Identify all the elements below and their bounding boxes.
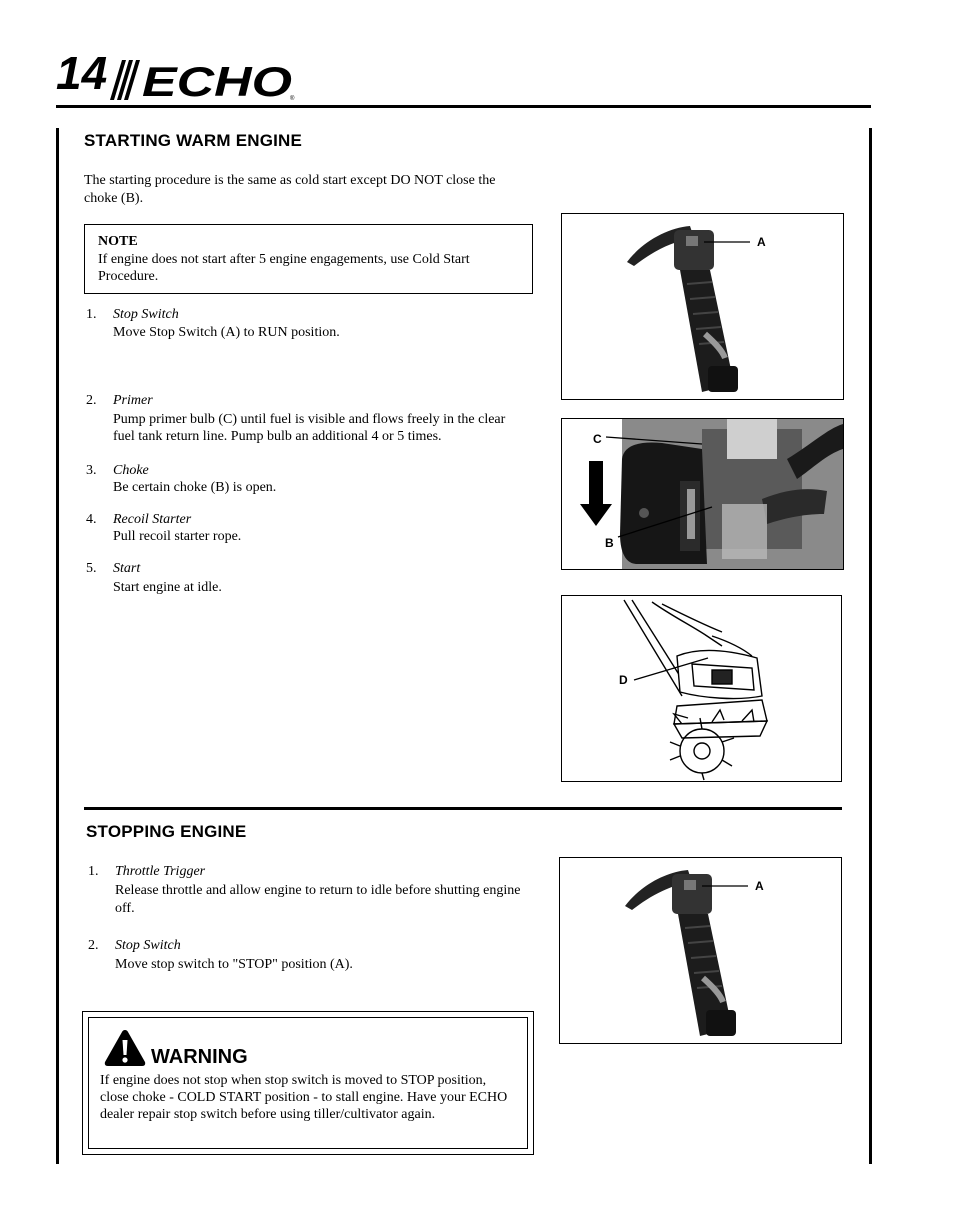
figure-handle-stop-switch [561,213,844,400]
section-divider [84,807,842,810]
warning-box [88,1017,528,1149]
note-box [84,224,533,294]
svg-text:®: ® [290,96,295,102]
svg-text:ECHO: ECHO [142,58,292,102]
start-step-1: 1. Stop Switch Move Stop Switch (A) to RUN position. [86,307,340,340]
stop-step-1: 1. Throttle Trigger Release throttle and allow engine to return to idle before shutting engine off. [88,863,528,923]
step-title: Start [113,561,141,576]
tiller-illustration [562,596,841,781]
step-title: Primer [113,393,153,408]
step-title: Stop Switch [115,938,181,953]
handle-illustration [562,214,843,399]
figure-handle-stop-position [559,857,842,1044]
echo-logo [108,58,300,102]
start-step-3: 3. Choke Be certain choke (B) is open. [86,463,277,495]
label-b: B [605,536,614,550]
step-title: Choke [113,463,149,478]
stop-step-2: 2. Stop Switch Move stop switch to "STOP" position (A). [88,938,353,972]
step-text: Move stop switch to "STOP" position (A). [115,957,353,972]
step-text: Move Stop Switch (A) to RUN position. [113,325,340,340]
figure-engine-primer-choke [561,418,844,570]
step-text: Start engine at idle. [113,580,222,595]
figure-tiller-recoil-starter [561,595,842,782]
step-text: Be certain choke (B) is open. [113,480,277,495]
step-text: Pull recoil starter rope. [113,529,242,544]
label-a: A [757,235,766,249]
step-title: Stop Switch [113,307,179,322]
label-d: D [619,673,628,687]
right-margin-rule [869,128,872,1164]
step-title: Throttle Trigger [115,864,206,879]
start-step-4: 4. Recoil Starter Pull recoil starter rope. [86,512,242,544]
step-text: Release throttle and allow engine to return to idle before shutting engine off. [115,883,521,916]
warning-title: WARNING [151,1046,248,1068]
step-text: Pump primer bulb (C) until fuel is visible and flows freely in the clear fuel tank return line. Pump bulb an additional 4 or 5 times. [113,412,506,444]
note-text: If engine does not start after 5 engine engagements, use Cold Start Procedure. [98,252,470,284]
left-margin-rule [56,128,59,1164]
section-title-stopping: STOPPING ENGINE [86,822,247,841]
handle-illustration [560,858,841,1043]
warning-text: If engine does not stop when stop switch is moved to STOP position, close choke - COLD START position - to stall engine. Have your ECHO dealer repair stop switch before using tiller/cultivator again. [100,1073,508,1122]
label-a: A [755,879,764,893]
section-title-starting: STARTING WARM ENGINE [84,131,303,150]
starting-intro: The starting procedure is the same as cold start except DO NOT close the choke (B). [84,173,496,206]
start-step-2: 2. Primer Pump primer bulb (C) until fuel is visible and flows freely in the clear fuel tank return line. Pump bulb an additional 4 or 5 times. [86,392,526,452]
label-c: C [593,432,602,446]
start-step-5: 5. Start Start engine at idle. [86,561,222,595]
step-title: Recoil Starter [113,512,192,527]
header-rule [56,105,871,108]
engine-illustration [562,419,843,569]
page-number: 14 [56,47,108,99]
warning-triangle-icon [103,1028,147,1068]
note-title: NOTE [98,234,138,249]
